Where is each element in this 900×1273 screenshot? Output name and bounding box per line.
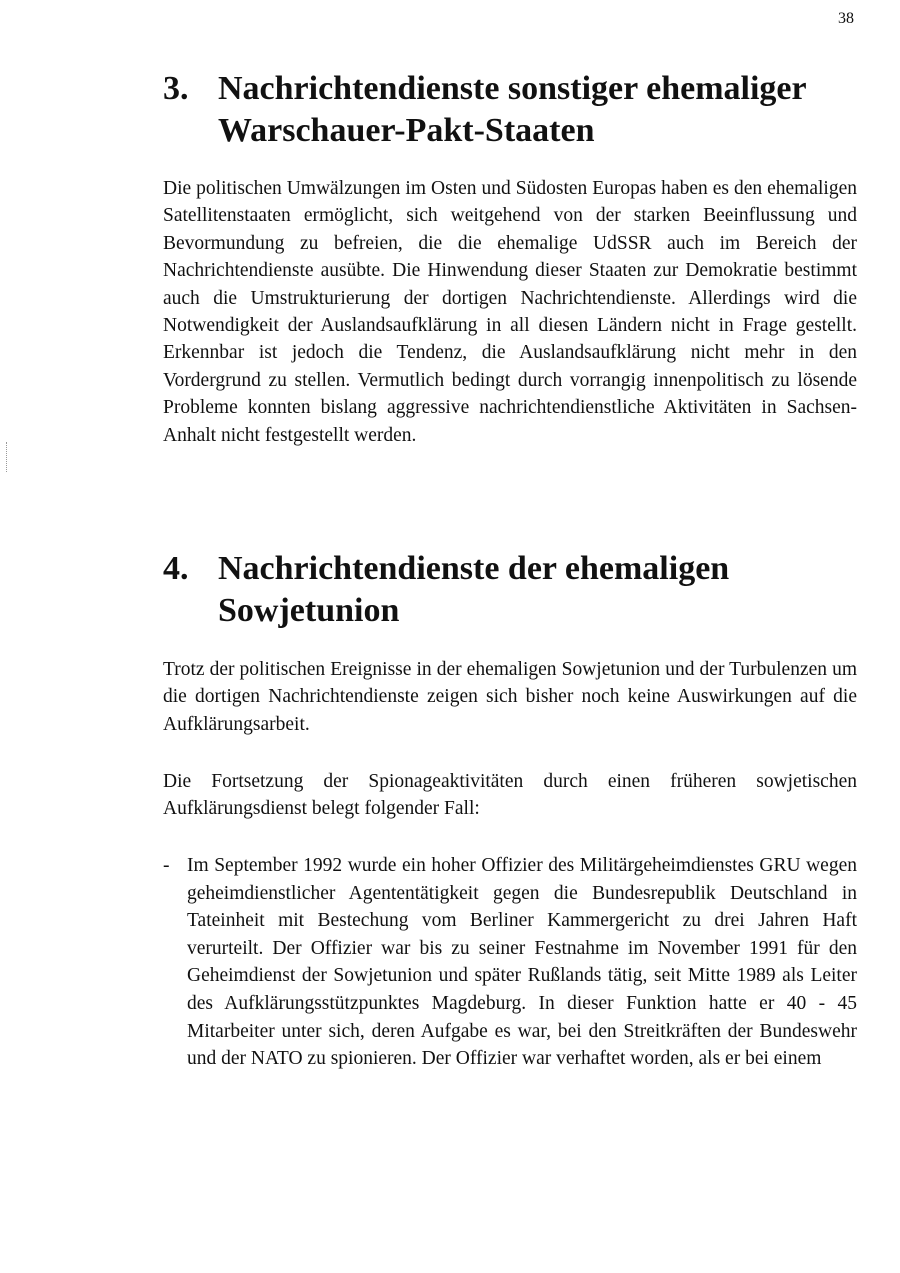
margin-mark <box>6 442 8 472</box>
section-4-paragraph-1: Trotz der politischen Ereignisse in der ehemaligen Sowjetunion und der Turbulenzen um die dortigen Nachrichtendienste zeigen sich bisher noch keine Auswirkungen auf die Aufklärungsarbeit. <box>163 659 857 735</box>
section-4-title: Nachrichtendienste der ehemaligen Sowjetunion <box>218 550 730 629</box>
section-3-body: Die politischen Umwälzungen im Osten und Südosten Europas haben es den ehemaligen Satellitenstaaten ermöglicht, sich weitgehend von der starken Beeinflussung und Bevormundung zu befreien, die die ehemalige UdSSR auch im Bereich der Nachrichtendienste ausübte. Die Hinwendung dieser Staaten zur Demokratie bestimmt auch die Umstrukturierung der dortigen Nachrichtendienste. Allerdings wird die Notwendigkeit der Auslandsaufklärung in all diesen Ländern nicht in Frage gestellt. Erkennbar ist jedoch die Tendenz, die Auslandsaufklärung nicht mehr in den Vordergrund zu stellen. Vermutlich bedingt durch vorrangig innenpolitisch zu lösende Probleme konnten bislang aggressive nachrichtendienstliche Aktivitäten in Sachsen-Anhalt nicht festgestellt werden. <box>163 178 857 446</box>
list-item-text: Im September 1992 wurde ein hoher Offizier des Militärgeheimdienstes GRU wegen geheimdienstlicher Agententätigkeit gegen die Bundesrepublik Deutschland in Tateinheit mit Bestechung vom Berliner Kammergericht zu drei Jahren Haft verurteilt. Der Offizier war bis zu seiner Festnahme im November 1991 für den Geheimdienst der Sowjetunion und später Rußlands tätig, seit Mitte 1989 als Leiter des Aufklärungsstützpunktes Magdeburg. In dieser Funktion hatte er 40 - 45 Mitarbeiter unter sich, deren Aufgabe es war, bei den Streitkräften der Bundeswehr und der NATO zu spionieren. Der Offizier war verhaftet worden, als er bei einem <box>187 855 857 1070</box>
section-3-heading <box>163 68 863 152</box>
section-3-title: Nachrichtendienste sonstiger ehemaliger Warschauer-Pakt-Staaten <box>218 70 806 149</box>
list-bullet: - <box>163 855 170 876</box>
section-4-paragraph-2: Die Fortsetzung der Spionageaktivitäten durch einen früheren sowjetischen Aufklärungsdienst belegt folgender Fall: <box>163 771 857 820</box>
case-list <box>163 852 857 1073</box>
page-number: 38 <box>838 10 854 27</box>
section-3-number: 3. <box>163 70 189 107</box>
section-4-heading <box>163 548 863 632</box>
list-item <box>163 852 857 1073</box>
section-4-number: 4. <box>163 550 189 587</box>
